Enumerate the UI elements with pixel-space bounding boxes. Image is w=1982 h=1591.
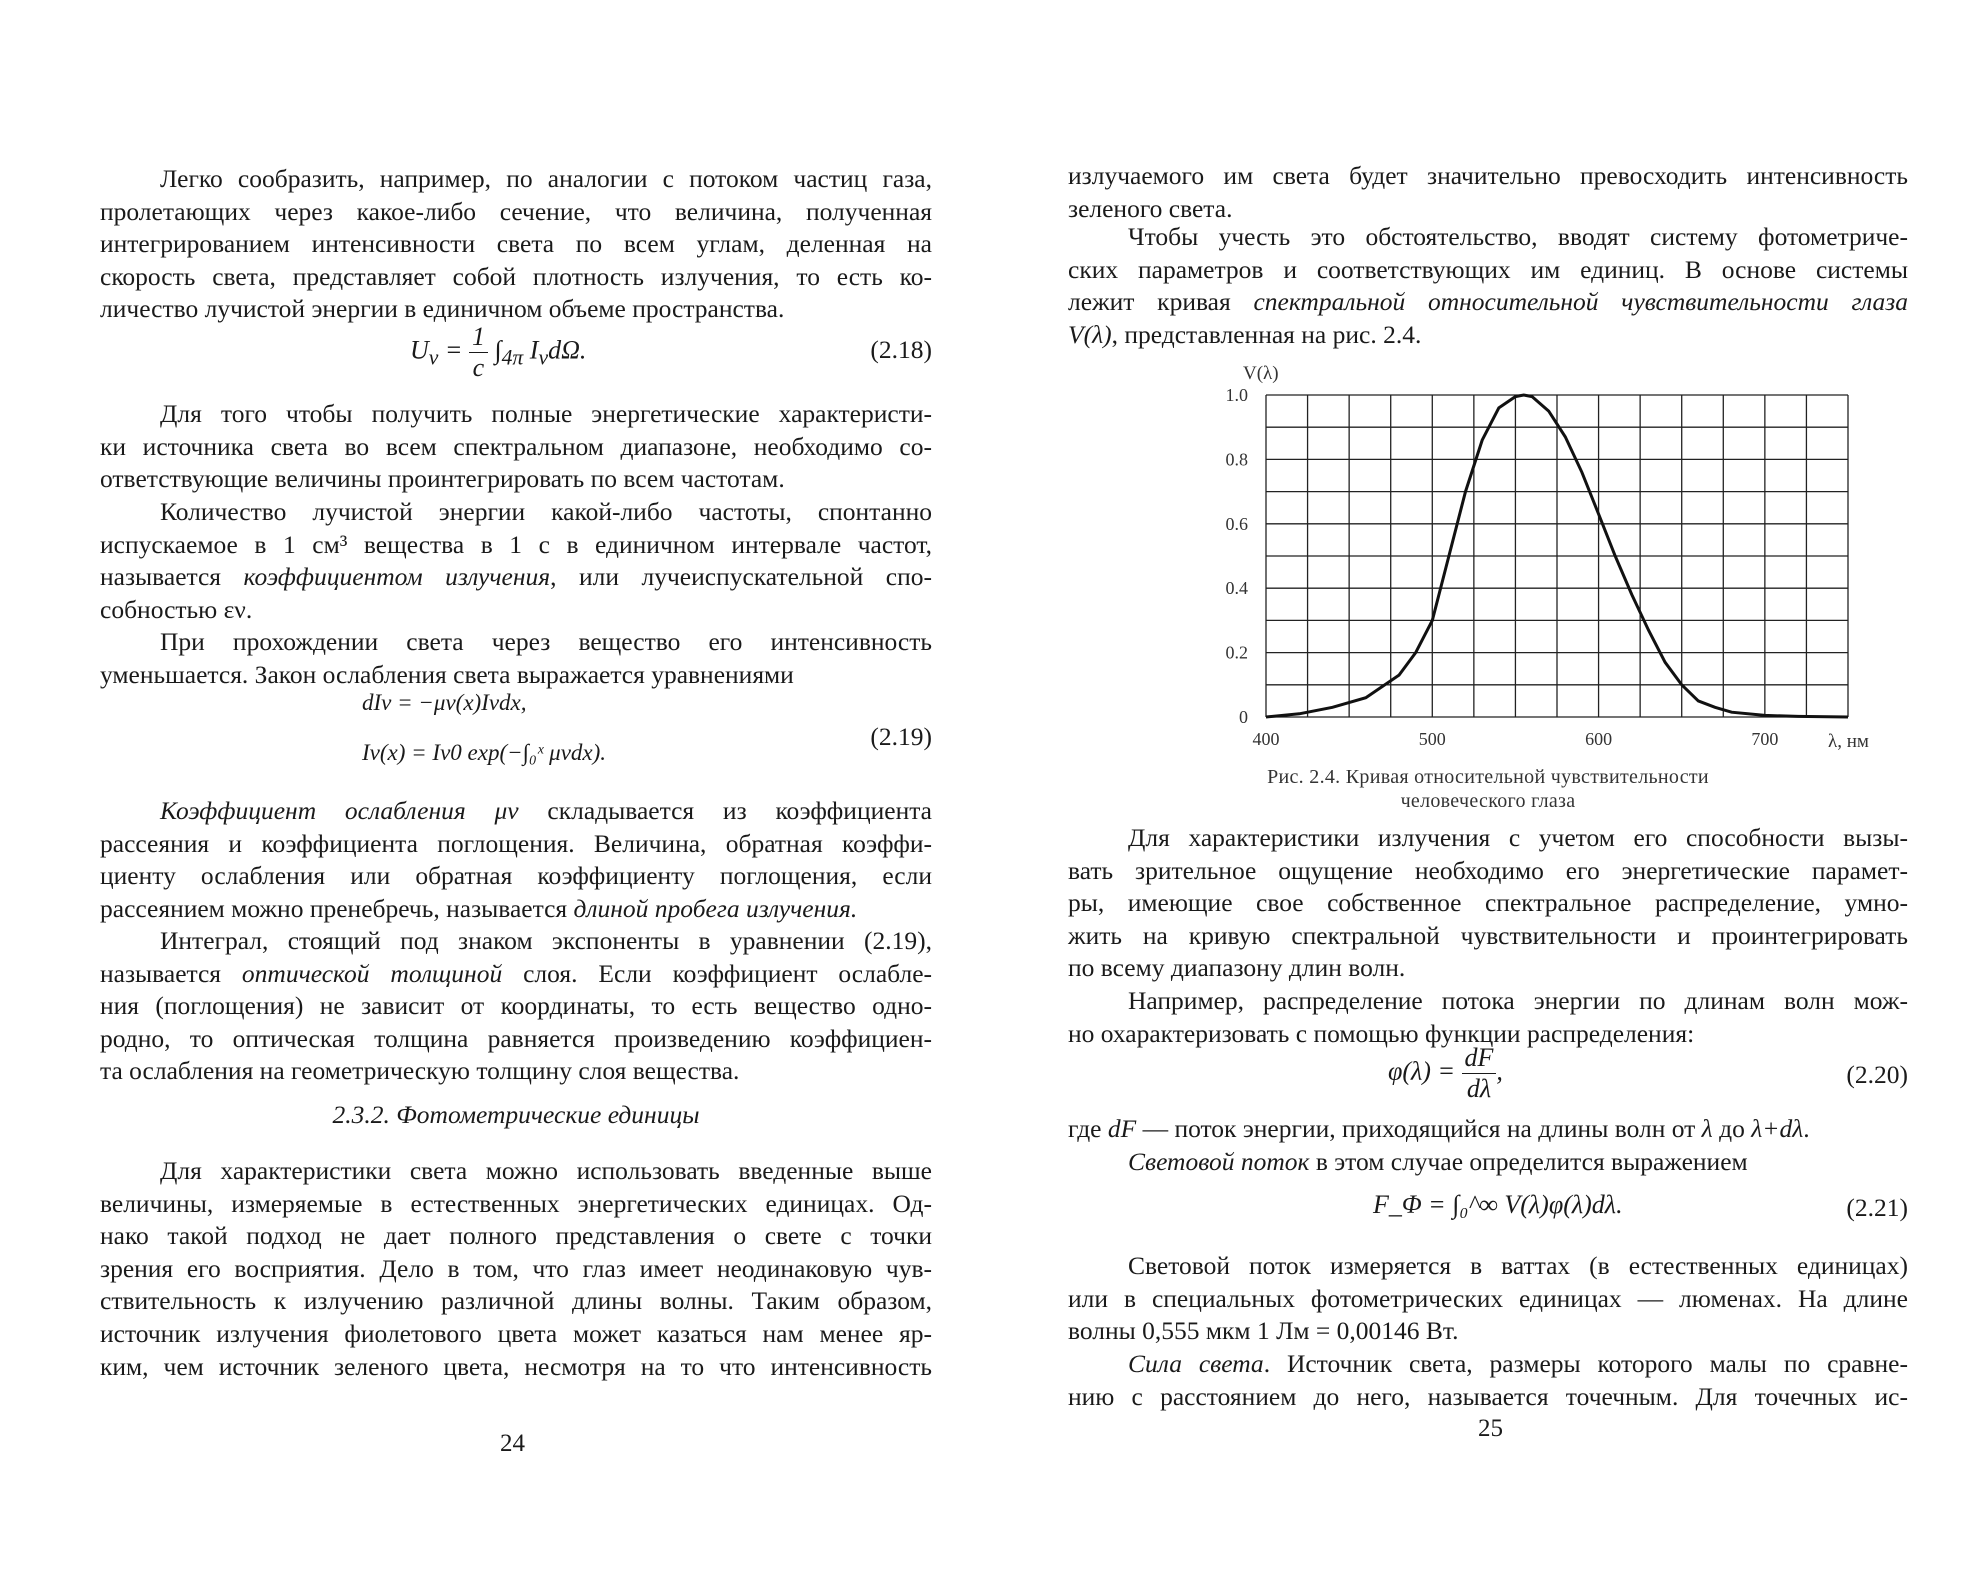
y-tick-labels [1226,385,1249,727]
x-tick-label: 400 [1252,729,1280,749]
equation-number: (2.19) [870,722,932,751]
paragraph: Для характеристики света можно использовать введенные выше величины, измеряемые в естественных энергетических единицах. Од- нако такой подход не дает полного представления о свете с точки зрения его восприятия. Дело в том, что глаз имеет неодинаковую чув- ствительность к излучению различной длины волны. Таким образом, источник излучения фиолетового цвета может казаться нам менее яр- ким, чем источник зеленого цвета, несмотря на то что интенсивность [100,1156,932,1381]
y-axis-label: V(λ) [1243,363,1279,384]
equation-2-19b: Iν(x) = Iν0 exp(−∫₀ˣ μνdx). [362,740,607,765]
figure-caption: Рис. 2.4. Кривая относительной чувствительности человеческого глаза [1267,766,1709,812]
x-tick-label: 700 [1751,729,1779,749]
y-tick-label: 1.0 [1225,385,1248,405]
paragraph: При прохождении света через вещество его интенсивность уменьшается. Закон ослабления света выражается уравнениями [100,627,932,689]
paragraph: где dF — поток энергии, приходящийся на длины волн от λ до λ+dλ. [1068,1114,1810,1143]
equation-number: (2.18) [870,335,932,364]
equation-number: (2.21) [1846,1193,1908,1222]
paragraph: Световой поток в этом случае определится выражением [1128,1147,1748,1176]
paragraph: Световой поток измеряется в ваттах (в естественных единицах) или в специальных фотометрических единицах — люменах. На длине волны 0,555 мкм 1 Лм = 0,00146 Вт. [1068,1251,1908,1346]
equation-2-19a: dIν = −μν(x)Iνdx, [362,690,527,715]
paragraph: Интеграл, стоящий под знаком экспоненты в уравнении (2.19), называется оптической толщиной слоя. Если коэффициент ослабле- ния (поглощения) не зависит от координаты, то есть вещество одно- родно, то оптическая толщина равняется произведению коэффициен- та ослабления на геометрическую толщину слоя вещества. [100,926,933,1086]
paragraph: Количество лучистой энергии какой-либо частоты, спонтанно испускаемое в 1 см³ вещества в 1 с в единичном интервале частот, называется коэффициентом излучения, или лучеиспускательной спо- собностью εν. [100,497,933,624]
y-tick-label: 0.8 [1225,449,1248,470]
equation-number: (2.20) [1846,1060,1908,1089]
paragraph: Легко сообразить, например, по аналогии с потоком частиц газа, пролетающих через какое-либо сечение, что величина, полученная интегрированием интенсивности света по всем углам, деленная на скорость света, представляет собой плотность излучения, то есть ко- личество лучистой энергии в единичном объеме пространства. [100,164,932,324]
x-tick-labels [1253,729,1779,749]
paragraph: Например, распределение потока энергии по длинам волн мож- но охарактеризовать с помощью функции распределения: [1068,986,1908,1048]
paragraph: Для характеристики излучения с учетом его способности вызы- вать зрительное ощущение необходимо его энергетические парамет- ры, имеющие свое собственное спектральное распределение, умно- жить на кривую спектральной чувствительности и проинтегрировать по всему диапазону длин волн. [1068,823,1908,983]
paragraph: Коэффициент ослабления μν складывается из коэффициента рассеяния и коэффициента поглощения. Величина, обратная коэффи- циенту ослабления или обратная коэффициенту поглощения, если рассеянием можно пренебречь, называется длиной пробега излучения. [100,796,932,923]
sensitivity-chart [1148,357,1908,757]
y-tick-label: 0.4 [1225,578,1248,599]
section-heading: 2.3.2. Фотометрические единицы [332,1100,700,1129]
chart-grid [1266,395,1848,717]
page-number: 24 [500,1430,525,1457]
paragraph: Для того чтобы получить полные энергетические характеристи- ки источника света во всем спектральном диапазоне, необходимо со- ответствующие величины проинтегрировать по всем частотам. [100,399,932,494]
paragraph: Сила света. Источник света, размеры которого малы по сравне- нию с расстоянием до него, называется точечным. Для точечных ис- [1068,1349,1908,1411]
paragraph: излучаемого им света будет значительно превосходить интенсивность зеленого света. [1068,161,1908,223]
equation-2-20: φ(λ) = $\frac{dF}{d\lambda}$ , [1388,1043,1503,1103]
y-tick-label: 0.6 [1225,513,1248,534]
paragraph: Чтобы учесть это обстоятельство, вводят систему фотометриче- ских параметров и соответствующих им единиц. В основе системы лежит кривая спектральной относительной чувствительности глаза V(λ), представленная на рис. 2.4. [1068,222,1908,349]
page-number: 25 [1478,1415,1503,1442]
equation-2-21: F_Φ = ∫₀^∞ V(λ)φ(λ)dλ. [1373,1190,1623,1219]
y-tick-label: 0.2 [1225,642,1248,663]
y-tick-label: 0 [1239,707,1248,727]
x-tick-label: 600 [1585,729,1613,749]
equation-2-18: $U_\nu$ = $\frac{1}{c}$ $\int_{4\pi}$ $I_\nu d\Omega$. [410,322,587,382]
x-axis-label: λ, нм [1828,731,1869,752]
x-tick-label: 500 [1418,729,1446,749]
